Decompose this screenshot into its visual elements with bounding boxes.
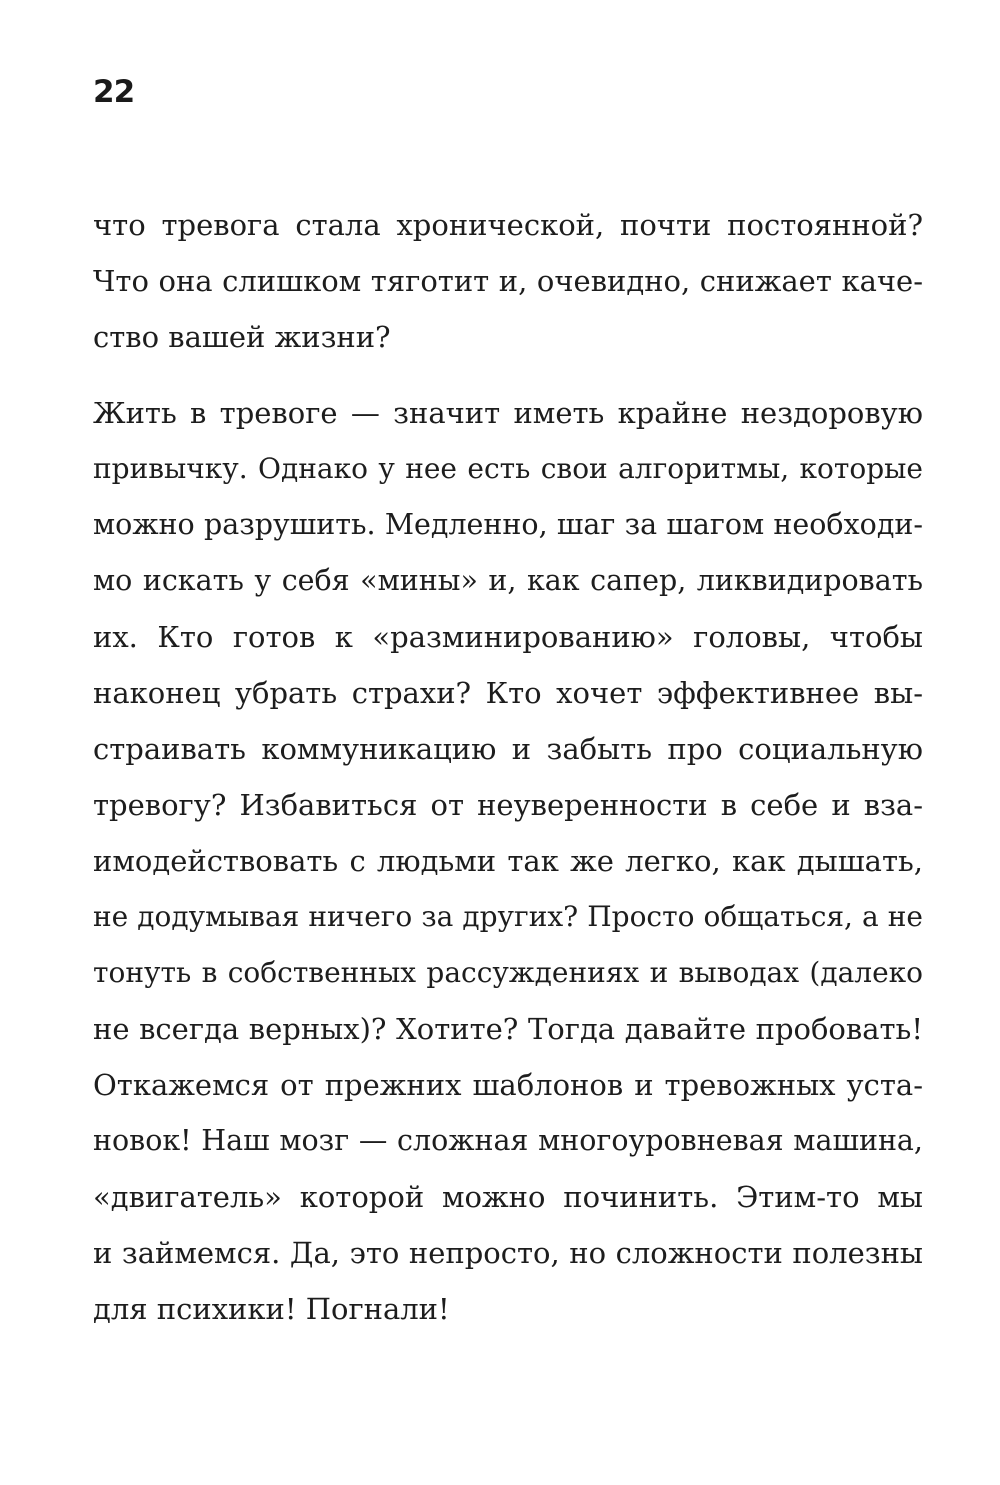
- paragraph-2: [93, 385, 923, 1337]
- paragraph-line: тревогу? Избавиться от неуверенности в себе и вза-: [93, 788, 923, 822]
- paragraph-line: не додумывая ничего за других? Просто общаться, а не: [93, 900, 923, 933]
- paragraph-line: для психики! Погнали!: [93, 1292, 450, 1326]
- paragraph-line: ство вашей жизни?: [93, 320, 391, 354]
- paragraph-line: мо искать у себя «мины» и, как сапер, ликвидировать: [93, 564, 923, 597]
- paragraph-line: «двигатель» которой можно починить. Этим-то мы: [93, 1180, 923, 1214]
- paragraph-line: что тревога стала хронической, почти постоянной?: [93, 208, 923, 242]
- paragraph-1: [93, 197, 923, 365]
- paragraph-line: и займемся. Да, это непросто, но сложности полезны: [93, 1236, 923, 1270]
- paragraph-line: новок! Наш мозг — сложная многоуровневая машина,: [93, 1124, 923, 1157]
- paragraph-line: можно разрушить. Медленно, шаг за шагом необходи-: [93, 508, 923, 541]
- paragraph-line: тонуть в собственных рассуждениях и выводах (далеко: [93, 956, 923, 989]
- paragraph-line: имодействовать с людьми так же легко, как дышать,: [93, 844, 923, 878]
- paragraph-line: Откажемся от прежних шаблонов и тревожных уста-: [93, 1068, 923, 1102]
- page-number: 22: [93, 74, 135, 110]
- paragraph-line: их. Кто готов к «разминированию» головы, чтобы: [93, 620, 923, 654]
- paragraph-line: страивать коммуникацию и забыть про социальную: [93, 732, 923, 766]
- paragraph-line: Что она слишком тяготит и, очевидно, снижает каче-: [93, 264, 923, 298]
- paragraph-line: наконец убрать страхи? Кто хочет эффективнее вы-: [93, 676, 923, 710]
- paragraph-line: привычку. Однако у нее есть свои алгоритмы, которые: [93, 452, 923, 485]
- paragraph-line: не всегда верных)? Хотите? Тогда давайте пробовать!: [93, 1012, 923, 1046]
- paragraph-line: Жить в тревоге — значит иметь крайне нездоровую: [93, 396, 923, 430]
